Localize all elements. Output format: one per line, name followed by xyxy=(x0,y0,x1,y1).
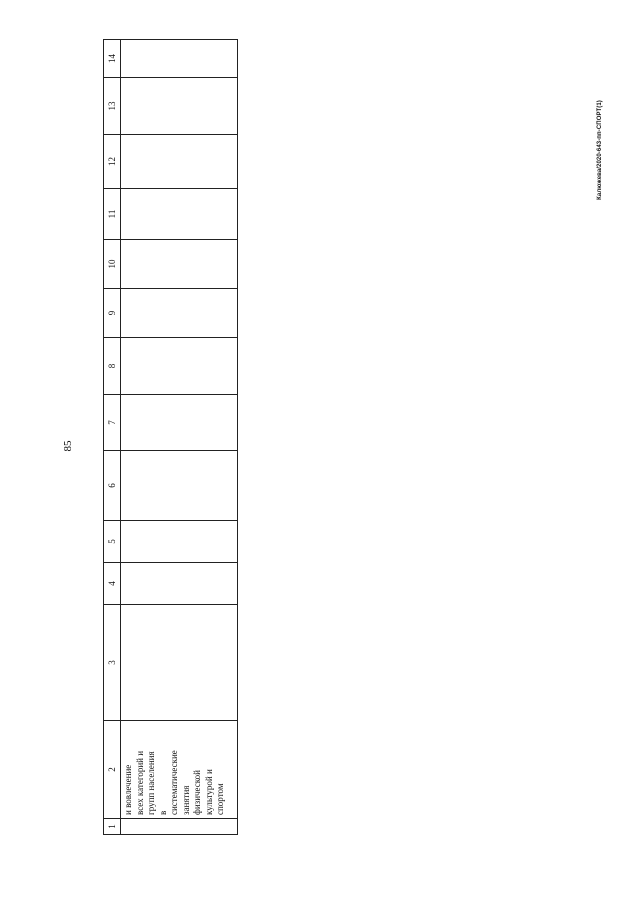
cell-text-12 xyxy=(121,135,125,188)
table-cell-14 xyxy=(121,40,238,78)
table-cell-9 xyxy=(121,289,238,338)
table-cell-1 xyxy=(121,819,238,835)
table-row xyxy=(121,40,238,835)
table-cell-3 xyxy=(121,605,238,721)
cell-text-4 xyxy=(121,563,125,604)
table-cell-2 xyxy=(121,721,238,819)
column-number-4: 4 xyxy=(104,563,121,605)
column-number-1: 1 xyxy=(104,819,121,835)
cell-text-10 xyxy=(121,240,125,288)
column-number-13: 13 xyxy=(104,78,121,135)
table-cell-5 xyxy=(121,521,238,563)
table-cell-4 xyxy=(121,563,238,605)
document-id xyxy=(597,100,603,200)
table-cell-13 xyxy=(121,78,238,135)
cell-text-3 xyxy=(121,605,125,720)
table-cell-10 xyxy=(121,240,238,289)
data-table xyxy=(103,39,238,835)
cell-text-11 xyxy=(121,189,125,239)
cell-text-9 xyxy=(121,289,125,337)
cell-text-2: и вовлечение всех категорий и групп населения в систематические занятия физической культурой и спортом xyxy=(123,750,225,815)
cell-text-1 xyxy=(121,819,125,834)
column-number-2: 2 xyxy=(104,721,121,819)
table-cell-8 xyxy=(121,338,238,395)
cell-text-6 xyxy=(121,451,125,520)
column-number-12: 12 xyxy=(104,135,121,189)
table-cell-11 xyxy=(121,189,238,240)
column-number-9: 9 xyxy=(104,289,121,338)
table-cell-12 xyxy=(121,135,238,189)
cell-text-14 xyxy=(121,40,125,77)
column-number-3: 3 xyxy=(104,605,121,721)
column-number-5: 5 xyxy=(104,521,121,563)
column-number-10: 10 xyxy=(104,240,121,289)
table-cell-7 xyxy=(121,395,238,451)
column-number-14: 14 xyxy=(104,40,121,78)
table-cell-6 xyxy=(121,451,238,521)
column-number-6: 6 xyxy=(104,451,121,521)
column-number-7: 7 xyxy=(104,395,121,451)
page-number: 85 xyxy=(62,440,74,452)
cell-text-8 xyxy=(121,338,125,394)
table-container xyxy=(103,40,237,835)
document-id-text: Калюжева/2020-643-пп-СПОРТ(1) xyxy=(597,100,603,200)
table-header-row xyxy=(104,40,121,835)
column-number-11: 11 xyxy=(104,189,121,240)
cell-text-7 xyxy=(121,395,125,450)
cell-text-5 xyxy=(121,521,125,562)
column-number-8: 8 xyxy=(104,338,121,395)
cell-text-13 xyxy=(121,78,125,134)
